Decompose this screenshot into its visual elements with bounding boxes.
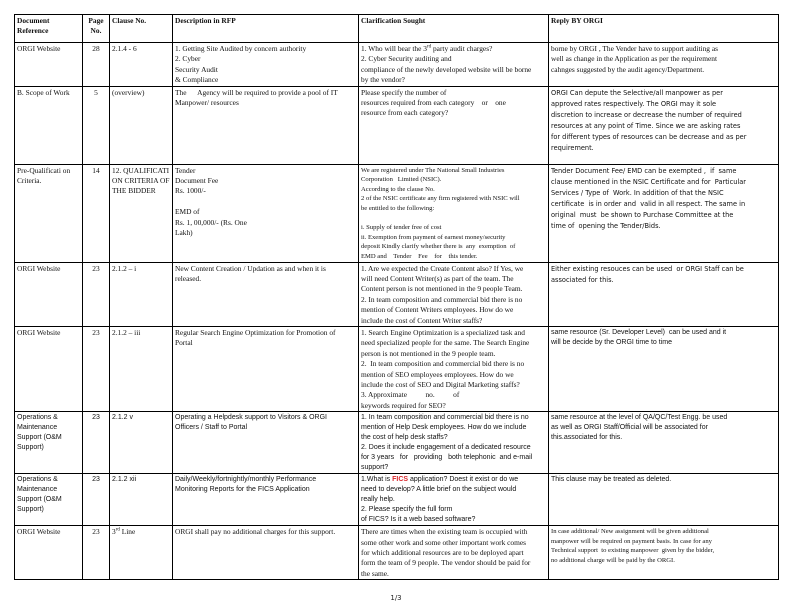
description-cell [173, 526, 359, 580]
clarification-line: 3. Approximate no. of [361, 390, 460, 400]
reply-line: well as change in the Application as per the requirement [551, 54, 718, 64]
clarification-line: 2. Please specify the full form [361, 506, 453, 514]
reply-line: time of opening the Tender/Bids. [551, 221, 661, 230]
clarification-line: EMD and Tender Fee for this tender. [361, 252, 478, 260]
clarification-line: for 3 years for providing both telephonic and e-mail [361, 454, 533, 462]
description-line [175, 197, 356, 207]
page-cell: 23 [83, 262, 110, 326]
page-indicator: 1/3 [390, 594, 402, 602]
clarification-line: person is not mentioned in the 9 people team. [361, 348, 496, 358]
description-line: released. [175, 273, 202, 283]
clarification-line [361, 475, 546, 485]
clause-cell [110, 526, 173, 580]
doc-ref-cell: ORGI Website [15, 327, 83, 412]
reply-line: ORGI Can depute the Selective/all manpower as per [551, 88, 723, 97]
table-row [15, 43, 779, 87]
clarification-cell [359, 412, 549, 474]
text-fragment: 3 [112, 527, 116, 537]
clarification-line: keywords required for SEO? [361, 400, 446, 410]
reply-line: no additional charge will be paid by the ORGI. [551, 557, 675, 565]
clarification-line: 1. Search Engine Optimization is a specialized task and [361, 328, 525, 337]
table-row [15, 262, 779, 326]
reply-line: Technical support to existing manpower given by the bidder, [551, 547, 715, 555]
clarification-line: Please specify the number of [361, 87, 447, 97]
description-line: Monitoring Reports for the FICS Application [175, 486, 310, 494]
clarification-line: some other work and some other important work comes [361, 537, 527, 547]
page-cell: 23 [83, 327, 110, 412]
reply-line: resources at any point of Time. Since we are asking rates [551, 121, 741, 130]
clarification-line: of FICS? Is it a web based software? [361, 516, 476, 524]
reply-line: will be decide by the ORGI time to time [551, 339, 672, 346]
reply-line: associated for this. [551, 275, 614, 284]
clarification-line: for which additional resources are to be deployed apart [361, 548, 524, 558]
reply-cell [549, 262, 779, 326]
reply-line: This clause may be treated as deleted. [551, 476, 672, 484]
clause-cell: (overview) [110, 86, 173, 164]
description-line: ORGI shall pay no additional charges for this support. [175, 527, 336, 537]
clarification-line: really help. [361, 496, 395, 504]
clarification-line: Content person is not mentioned in the 9 people Team. [361, 284, 523, 294]
description-line: Regular Search Engine Optimization for Promotion of [175, 328, 336, 337]
header-row [15, 15, 779, 43]
clarification-line: mention of SEO employees employees. How do we [361, 369, 514, 379]
reply-line: approved rates respectively. The ORGI may it sole [551, 99, 717, 108]
reply-line: original must be shown to Purchase Committee at the [551, 210, 734, 219]
doc-ref-cell: Operations & Maintenance Support (O&M Support) [15, 412, 83, 474]
reply-cell [549, 164, 779, 262]
clarification-line: 2. In team composition and commercial bid there is no [361, 359, 525, 369]
clarification-line: There are times when the existing team is occupied with [361, 527, 528, 537]
table-row [15, 164, 779, 262]
description-cell [173, 474, 359, 526]
reply-line: discretion to increase or decrease the number of required [551, 110, 742, 119]
clarification-line: 2. Does it include engagement of a dedicated resource [361, 444, 531, 452]
clarification-line: Corporation Limited (NSIC). [361, 176, 442, 184]
page-cell: 5 [83, 86, 110, 164]
reply-line: manpower will be required on payment basis. In case for any [551, 537, 712, 545]
description-line: Document Fee [175, 176, 219, 186]
reply-line: same resource (Sr. Developer Level) can be used and it [551, 329, 727, 336]
clause-cell: 2.1.2 – iii [110, 327, 173, 412]
clarification-line: deposit Kindly clarify whether there is any exemption of [361, 243, 516, 251]
description-line: New Content Creation / Updation as and when it is [175, 263, 326, 273]
description-line: 2. Cyber [175, 54, 201, 64]
page-cell: 23 [83, 474, 110, 526]
clarification-line: need to develop? A little brief on the subject would [361, 486, 517, 494]
page-cell: 14 [83, 164, 110, 262]
clarification-line: form the team of 9 people. The vendor should be paid for [361, 558, 531, 568]
description-line: 1. Getting Site Audited by concern authority [175, 44, 307, 53]
text-fragment: party audit charges? [431, 44, 493, 53]
clarification-cell [359, 164, 549, 262]
description-cell [173, 262, 359, 326]
text-fragment: 1.What is [361, 476, 393, 484]
reply-cell [549, 327, 779, 412]
reply-line: Services / Type of Work. In addition of that the NSIC [551, 188, 724, 197]
clause-cell: 2.1.2 – i [110, 262, 173, 326]
description-line: Tender [175, 165, 196, 175]
reply-line: Either existing resouces can be used or ORGI Staff can be [551, 264, 744, 273]
header-page-no: Page No. [83, 15, 110, 43]
description-line: Portal [175, 338, 193, 348]
clarification-line: 2. Cyber Security auditing and [361, 54, 452, 64]
clarification-line: include the cost of Content Writer staffs? [361, 315, 483, 325]
description-line: Daily/Weekly/fortnightly/monthly Performance [175, 476, 317, 484]
superscript: rd [115, 527, 120, 533]
clarification-line: include the cost of SEO and Digital Marketing staffs? [361, 380, 520, 390]
header-reply: Reply BY ORGI [549, 15, 779, 43]
clarification-table [14, 14, 779, 580]
clarification-line: compliance of the newly developed website will be borne [361, 64, 532, 74]
reply-line: requirement. [551, 143, 594, 152]
clarification-line: the same. [361, 568, 389, 578]
doc-ref-cell: Pre-Qualificati on Criteria. [15, 164, 83, 262]
page-cell: 23 [83, 412, 110, 474]
description-cell [173, 86, 359, 164]
reply-line: Tender Document Fee/ EMD can be exempted , if same [551, 166, 737, 175]
clarification-cell [359, 526, 549, 580]
doc-ref-cell: ORGI Website [15, 262, 83, 326]
clarification-line: i. Supply of tender free of cost [361, 224, 442, 232]
reply-line: as well as ORGI Staff/Official will be associated for [551, 424, 708, 432]
table-row [15, 412, 779, 474]
text-fragment: Line [119, 527, 136, 537]
description-cell [173, 327, 359, 412]
reply-line: In case additional/ New assignment will be given additional [551, 528, 709, 536]
reply-cell [549, 43, 779, 87]
table-row [15, 526, 779, 580]
reply-line: this.associated for this. [551, 434, 623, 442]
reply-cell [549, 86, 779, 164]
reply-cell [549, 474, 779, 526]
clarification-line: 1. Are we expected the Create Content also? If Yes, we [361, 263, 524, 273]
header-clarification: Clarification Sought [359, 15, 549, 43]
doc-ref-cell: Operations & Maintenance Support (O&M Support) [15, 474, 83, 526]
clarification-line: 2 of the NSIC certificate any firm registered with NSIC will [361, 195, 520, 203]
clarification-line: support? [361, 464, 389, 472]
description-line: Rs. 1000/- [175, 186, 206, 196]
page-footer [0, 594, 792, 602]
table-row [15, 474, 779, 526]
clause-cell: 2.1.2 v [110, 412, 173, 474]
text-fragment: 1. Who will bear the 3 [361, 44, 427, 53]
clarification-cell [359, 327, 549, 412]
table-row [15, 86, 779, 164]
reply-line: clause mentioned in the NSIC Certificate and for Particular [551, 177, 747, 186]
fics-highlight: FICS [392, 476, 409, 484]
clarification-line: be entitled to the following: [361, 205, 435, 212]
doc-ref-cell: ORGI Website [15, 526, 83, 580]
clarification-cell [359, 474, 549, 526]
clarification-line [361, 214, 546, 224]
clarification-line: resources required from each category or one [361, 98, 506, 108]
reply-cell [549, 412, 779, 474]
header-clause-no: Clause No. [110, 15, 173, 43]
page-cell: 23 [83, 526, 110, 580]
reply-line: for different types of resources can be decrease and as per [551, 132, 747, 141]
description-line: Manpower/ resources [175, 98, 239, 108]
clarification-line: by the vendor? [361, 75, 405, 85]
clarification-cell [359, 86, 549, 164]
clarification-cell [359, 43, 549, 87]
clause-cell: 2.1.2 xii [110, 474, 173, 526]
text-fragment: application? Doest it exist or do we [408, 476, 519, 484]
clarification-line: need specialized people for the same. The Search Engine [361, 338, 530, 348]
description-line: Operating a Helpdesk support to Visitors & ORGI [175, 414, 327, 422]
description-cell [173, 43, 359, 87]
page-cell: 28 [83, 43, 110, 87]
reply-line: borne by ORGI , The Vender have to support auditing as [551, 44, 719, 53]
description-line: Security Audit [175, 64, 218, 74]
clarification-line: ii. Exemption from payment of earnest money/security [361, 233, 506, 241]
clarification-cell [359, 262, 549, 326]
clarification-line: mention of Content Writers employees. How do we [361, 305, 514, 315]
description-line: Rs. 1, 00,000/- (Rs. One [175, 217, 247, 227]
clarification-line: 2. In team composition and commercial bid there is no [361, 294, 523, 304]
description-cell [173, 412, 359, 474]
reply-cell [549, 526, 779, 580]
description-cell [173, 164, 359, 262]
clause-cell: 2.1.4 - 6 [110, 43, 173, 87]
doc-ref-cell: B. Scope of Work [15, 86, 83, 164]
clarification-line [361, 44, 546, 54]
clarification-line: mention of Help Desk employees. How do we include [361, 424, 527, 432]
description-line: Officers / Staff to Portal [175, 424, 248, 432]
reply-line: same resource at the level of QA/QC/Test Engg. be used [551, 414, 728, 422]
clarification-line: 1. In team composition and commercial bid there is no [361, 414, 529, 422]
clarification-line: We are registered under The National Small Industries [361, 166, 505, 174]
description-line: The Agency will be required to provide a pool of IT [175, 87, 338, 97]
reply-line: certificate is in order and valid in all respect. The same in [551, 199, 746, 208]
superscript: rd [426, 44, 432, 50]
description-line: Lakh) [175, 228, 193, 238]
header-doc-ref: Document Reference [15, 15, 83, 43]
clarification-line: resource from each category? [361, 108, 449, 118]
description-line: & Compliance [175, 75, 219, 85]
header-description: Description in RFP [173, 15, 359, 43]
description-line: EMD of [175, 207, 200, 217]
clarification-line: According to the clause No. [361, 185, 435, 193]
clause-cell: 12. QUALIFICATI ON CRITERIA OF THE BIDDER [110, 164, 173, 262]
table-row [15, 327, 779, 412]
doc-ref-cell: ORGI Website [15, 43, 83, 87]
clarification-line: will need Content Writer(s) as part of the team. The [361, 273, 514, 283]
clarification-line: the cost of help desk staffs? [361, 434, 448, 442]
reply-line: cahnges suggested by the audit agency/Department. [551, 64, 705, 74]
